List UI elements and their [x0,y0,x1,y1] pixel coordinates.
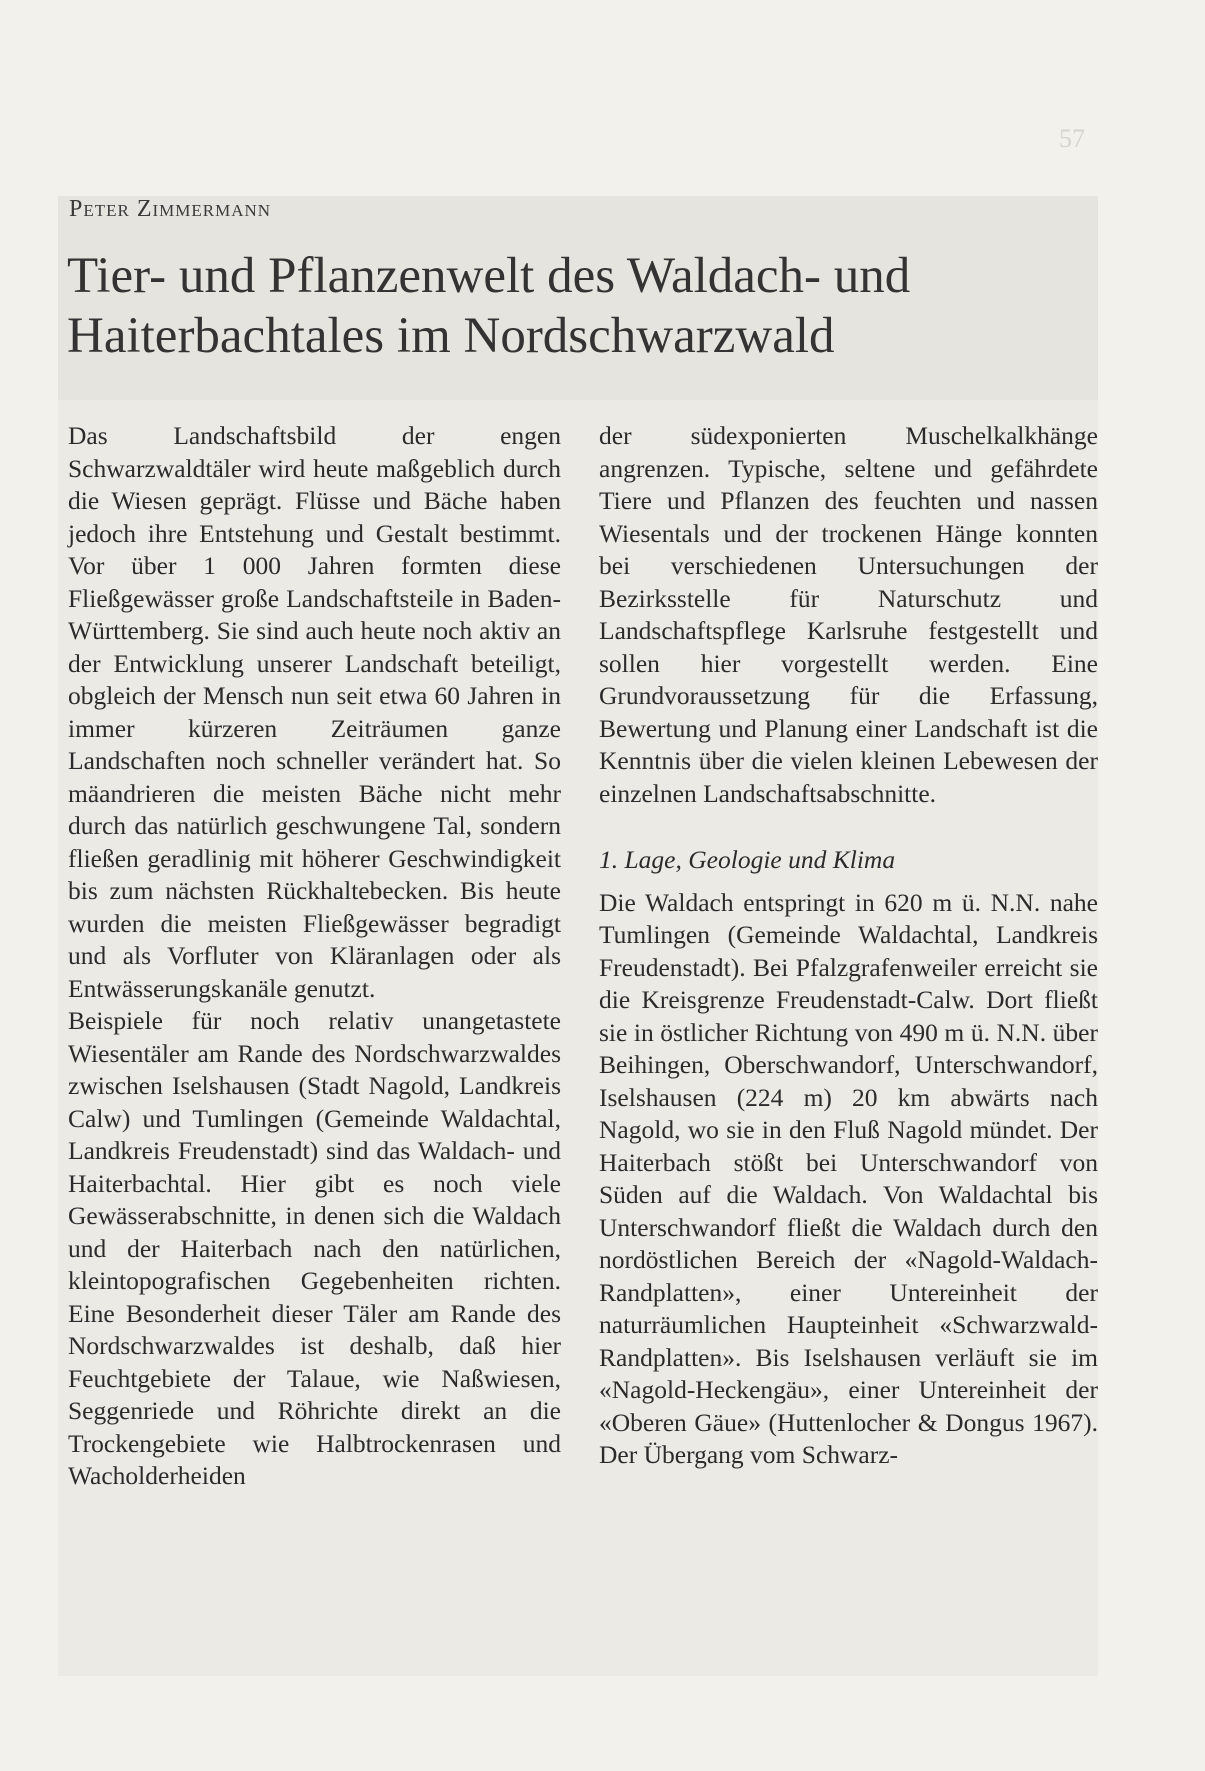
continuation-paragraph: der südexponierten Muschelkalkhänge angrenzen. Typische, seltene und gefährdete Tiere und Pflanzen des feuchten und nassen Wiesentals und der trockenen Hänge konnten bei verschiedenen Untersuchungen der Bezirksstelle für Naturschutz und Landschaftspflege Karlsruhe festgestellt und sollen hier vorgestellt werden. Eine Grundvoraussetzung für die Erfassung, Bewertung und Planung einer Landschaft ist die Kenntnis über die vielen kleinen Lebewesen der einzelnen Landschaftsabschnitte. [599,421,1098,808]
intro-paragraph: Das Landschaftsbild der engen Schwarzwaldtäler wird heute maßgeblich durch die Wiesen geprägt. Flüsse und Bäche haben jedoch ihre Entstehung und Gestalt bestimmt. Vor über 1 000 Jahren formten diese Fließgewässer große Landschaftsteile in Baden-Württemberg. Sie sind auch heute noch aktiv an der Entwicklung unserer Landschaft beteiligt, obgleich der Mensch nun seit etwa 60 Jahren in immer kürzeren Zeiträumen ganze Landschaften noch schneller verändert hat. So mäandrieren die meisten Bäche nicht mehr durch das natürlich geschwungene Tal, sondern fließen geradlinig mit höherer Geschwindigkeit bis zum nächsten Rückhaltebecken. Bis heute wurden die meisten Fließgewässer begradigt und als Vorfluter von Kläranlagen oder als Entwässerungskanäle genutzt. [68,421,561,1003]
author-name: Peter Zimmermann [69,196,272,222]
examples-paragraph: Beispiele für noch relativ unangetastete Wiesentäler am Rande des Nordschwarzwaldes zwischen Iselshausen (Stadt Nagold, Landkreis Calw) und Tumlingen (Gemeinde Waldachtal, Landkreis Freudenstadt) sind das Waldach- und Haiterbachtal. Hier gibt es noch viele Gewässerabschnitte, in denen sich die Waldach und der Haiterbach nach den natürlichen, kleintopografischen Gegebenheiten richten. Eine Besonderheit dieser Täler am Rande des Nordschwarzwaldes ist deshalb, daß hier Feuchtgebiete der Talaue, wie Naßwiesen, Seggenriede und Röhrichte direkt an die Trockengebiete wie Halbtrockenrasen und Wacholderheiden [68,1006,561,1490]
title-line-2: Haiterbachtales im Nordschwarzwald [67,308,835,364]
article-title [67,246,1067,366]
section-heading: 1. Lage, Geologie und Klima [599,845,896,874]
left-column [68,420,561,1493]
location-paragraph: Die Waldach entspringt in 620 m ü. N.N. nahe Tumlingen (Gemeinde Waldachtal, Landkreis Freudenstadt). Bei Pfalzgrafenweiler erreicht sie die Kreisgrenze Freudenstadt-Calw. Dort fließt sie in östlicher Richtung von 490 m ü. N.N. über Beihingen, Oberschwandorf, Unterschwandorf, Iselshausen (224 m) 20 km abwärts nach Nagold, wo sie in den Fluß Nagold mündet. Der Haiterbach stößt bei Unterschwandorf von Süden auf die Waldach. Von Waldachtal bis Unterschwandorf fließt die Waldach durch den nordöstlichen Bereich der «Nagold-Waldach-Randplatten», einer Untereinheit der naturräumlichen Haupteinheit «Schwarzwald-Randplatten». Bis Iselshausen verläuft sie im «Nagold-Heckengäu», einer Untereinheit der «Oberen Gäue» (Huttenlocher & Dongus 1967). Der Übergang vom Schwarz- [599,887,1098,1469]
page-number: 57 [1059,124,1085,153]
title-line-1: Tier- und Pflanzenwelt des Waldach- und [67,248,911,304]
right-column [599,420,1098,1472]
